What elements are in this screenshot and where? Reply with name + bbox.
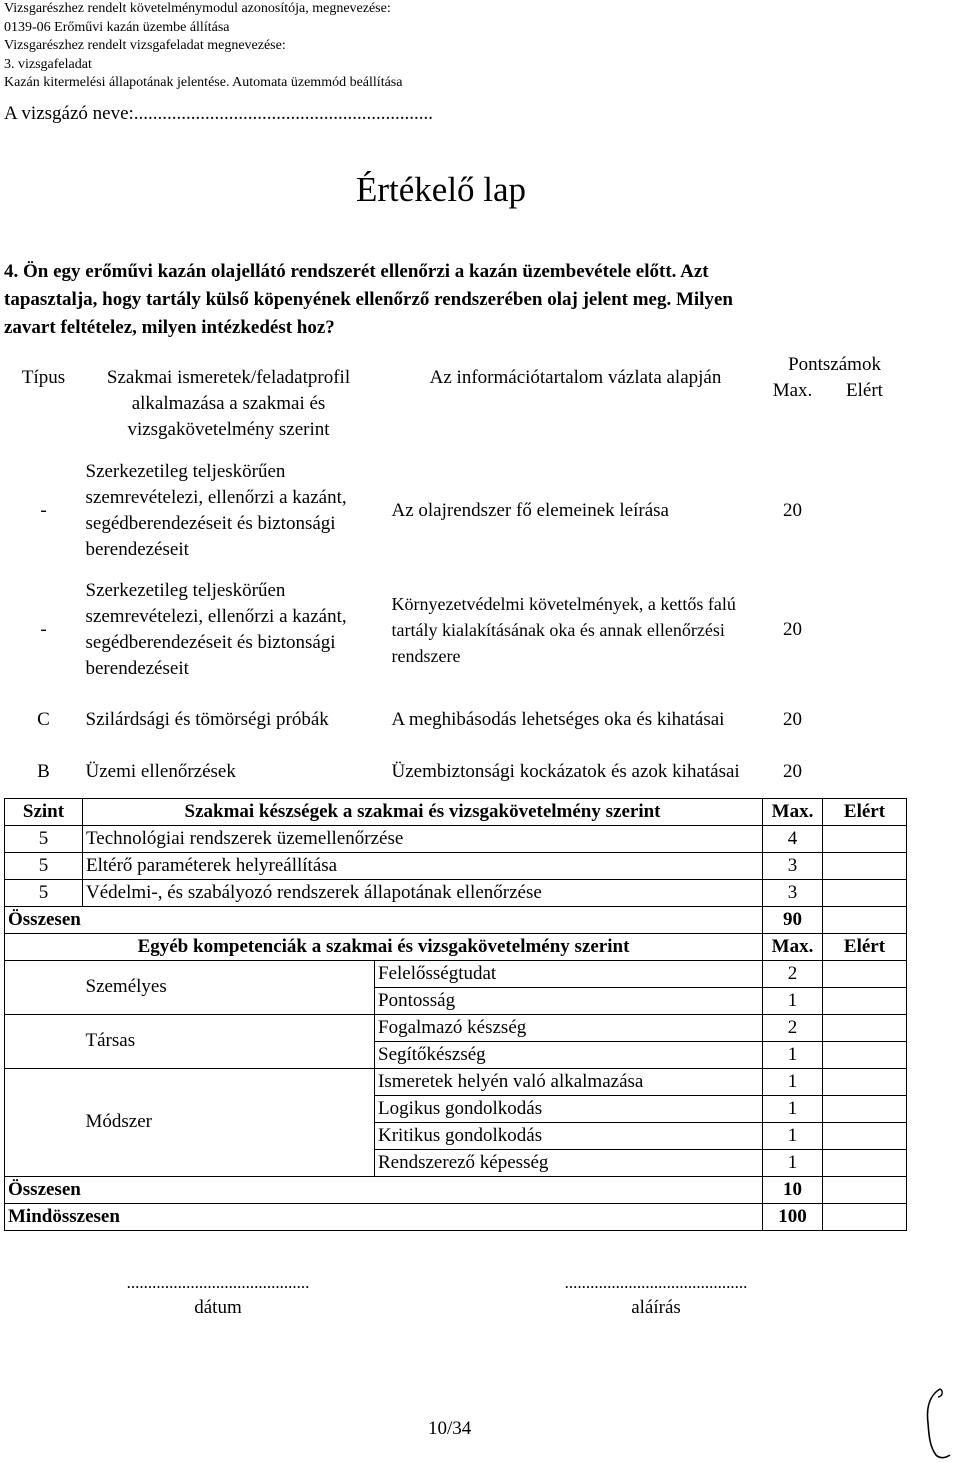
competency-cell: Fogalmazó készség bbox=[375, 1014, 763, 1041]
content-cell: Az olajrendszer fő elemeinek leírása bbox=[391, 500, 669, 521]
type-cell: - bbox=[40, 500, 47, 521]
achieved-cell[interactable] bbox=[823, 1014, 907, 1041]
skills-header: Szakmai készségek a szakmai és vizsgakövetelmény szerint bbox=[83, 798, 763, 825]
grand-total-row bbox=[5, 1203, 907, 1230]
max-cell: 20 bbox=[783, 709, 802, 730]
subtotal-achieved[interactable] bbox=[823, 906, 907, 933]
max-cell: 2 bbox=[763, 960, 823, 987]
max-cell: 2 bbox=[763, 1014, 823, 1041]
level-cell: 5 bbox=[5, 852, 83, 879]
achieved-cell[interactable] bbox=[823, 1041, 907, 1068]
type-cell: - bbox=[40, 619, 47, 640]
type-cell: B bbox=[37, 760, 50, 782]
competency-cell: Kritikus gondolkodás bbox=[375, 1122, 763, 1149]
competency-cell: Pontosság bbox=[375, 987, 763, 1014]
max-cell: 20 bbox=[783, 619, 802, 640]
table-row bbox=[5, 1014, 907, 1041]
max-cell: 1 bbox=[763, 1068, 823, 1095]
signature-label: aláírás bbox=[631, 1297, 681, 1318]
content-cell: A meghibásodás lehetséges oka és kihatásai bbox=[391, 709, 725, 730]
max-cell: 20 bbox=[783, 760, 802, 782]
competencies-header-row bbox=[5, 933, 907, 960]
table-row bbox=[5, 694, 907, 746]
competency-cell: Segítőkészség bbox=[375, 1041, 763, 1068]
group-name: Társas bbox=[83, 1014, 375, 1068]
header-line: Kazán kitermelési állapotának jelentése. Automata üzemmód beállítása bbox=[4, 75, 403, 91]
table-row bbox=[5, 1068, 907, 1095]
examinee-name-line: A vizsgázó neve:............................................................... bbox=[4, 103, 434, 124]
table-row bbox=[5, 456, 907, 566]
max-header: Max. bbox=[763, 798, 823, 825]
max-cell: 1 bbox=[763, 1095, 823, 1122]
achieved-cell[interactable] bbox=[823, 456, 907, 566]
max-cell: 1 bbox=[763, 1041, 823, 1068]
grand-total-achieved[interactable] bbox=[823, 1203, 907, 1230]
group-name: Személyes bbox=[83, 960, 375, 1014]
subtotal-achieved[interactable] bbox=[823, 1176, 907, 1203]
subtotal-row bbox=[5, 1176, 907, 1203]
skill-cell: Eltérő paraméterek helyreállítása bbox=[83, 852, 763, 879]
group-name: Módszer bbox=[83, 1068, 375, 1176]
signature-line[interactable]: ........................................... bbox=[564, 1273, 748, 1292]
task-line: tapasztalja, hogy tartály külső köpenyének ellenőrző rendszerében olaj jelent meg. Milyen bbox=[4, 289, 733, 310]
table-row bbox=[5, 746, 907, 798]
task-line: zavart feltételez, milyen intézkedést hoz? bbox=[4, 317, 335, 338]
corner-mark-icon bbox=[920, 1385, 954, 1461]
max-cell: 1 bbox=[763, 1149, 823, 1176]
achieved-header: Elért bbox=[846, 380, 883, 401]
achieved-cell[interactable] bbox=[823, 746, 907, 798]
competencies-header: Egyéb kompetenciák a szakmai és vizsgakövetelmény szerint bbox=[5, 933, 763, 960]
max-cell: 3 bbox=[763, 852, 823, 879]
competency-cell: Felelősségtudat bbox=[375, 960, 763, 987]
skill-cell: Technológiai rendszerek üzemellenőrzése bbox=[83, 825, 763, 852]
content-header: Az információtartalom vázlata alapján bbox=[429, 367, 722, 388]
competency-cell: Rendszerező képesség bbox=[375, 1149, 763, 1176]
subtotal-label: Összesen bbox=[5, 906, 763, 933]
date-line[interactable]: ........................................... bbox=[126, 1273, 310, 1292]
achieved-cell[interactable] bbox=[823, 1068, 907, 1095]
achieved-cell[interactable] bbox=[823, 694, 907, 746]
header-line: Vizsgarészhez rendelt vizsgafeladat megnevezése: bbox=[4, 38, 286, 54]
level-header: Szint bbox=[5, 798, 83, 825]
max-cell: 1 bbox=[763, 1122, 823, 1149]
table-row bbox=[5, 960, 907, 987]
type-header: Típus bbox=[21, 367, 66, 388]
max-cell: 4 bbox=[763, 825, 823, 852]
page-header bbox=[4, 0, 402, 93]
profile-cell: Szerkezetileg teljeskörűen szemrevételezi, ellenőrzi a kazánt, segédberendezéseit és biztonsági berendezéseit bbox=[85, 580, 347, 679]
max-cell: 3 bbox=[763, 879, 823, 906]
header-line: 3. vizsgafeladat bbox=[4, 56, 92, 72]
max-header: Max. bbox=[772, 380, 813, 401]
max-cell: 1 bbox=[763, 987, 823, 1014]
date-label: dátum bbox=[194, 1297, 242, 1318]
achieved-cell[interactable] bbox=[823, 1149, 907, 1176]
skill-cell: Védelmi-, és szabályozó rendszerek állapotának ellenőrzése bbox=[83, 879, 763, 906]
page-title: Értékelő lap bbox=[356, 170, 527, 209]
page-number: 10/34 bbox=[428, 1418, 472, 1439]
profile-cell: Szerkezetileg teljeskörűen szemrevételezi, ellenőrzi a kazánt, segédberendezéseit és biztonsági berendezéseit bbox=[85, 461, 347, 560]
task-description bbox=[4, 258, 904, 342]
evaluation-table bbox=[4, 352, 907, 1231]
skills-header-row bbox=[5, 798, 907, 825]
achieved-cell[interactable] bbox=[823, 987, 907, 1014]
subtotal-label: Összesen bbox=[5, 1176, 763, 1203]
task-line: 4. Ön egy erőművi kazán olajellátó rendszerét ellenőrzi a kazán üzembevétele előtt. Azt bbox=[4, 261, 709, 282]
competency-cell: Logikus gondolkodás bbox=[375, 1095, 763, 1122]
achieved-cell[interactable] bbox=[823, 825, 907, 852]
grand-total-label: Mindösszesen bbox=[5, 1203, 763, 1230]
content-cell: Környezetvédelmi követelmények, a kettős falú tartály kialakításának oka és annak ellenőrzési rendszere bbox=[391, 594, 736, 666]
level-cell: 5 bbox=[5, 825, 83, 852]
signature-block bbox=[524, 1273, 788, 1319]
achieved-cell[interactable] bbox=[823, 1122, 907, 1149]
points-header: Pontszámok bbox=[788, 354, 881, 375]
profile-header: Szakmai ismeretek/feladatprofil alkalmazása a szakmai és vizsgakövetelmény szerint bbox=[106, 367, 351, 440]
subtotal-row bbox=[5, 906, 907, 933]
table-row bbox=[5, 852, 907, 879]
achieved-cell[interactable] bbox=[823, 566, 907, 694]
content-cell: Üzembiztonsági kockázatok és azok kihatásai bbox=[391, 760, 740, 782]
competency-cell: Ismeretek helyén való alkalmazása bbox=[375, 1068, 763, 1095]
header-line: Vizsgarészhez rendelt követelménymodul azonosítója, megnevezése: bbox=[4, 1, 391, 16]
achieved-cell[interactable] bbox=[823, 879, 907, 906]
achieved-cell[interactable] bbox=[823, 1095, 907, 1122]
max-cell: 20 bbox=[783, 500, 802, 521]
achieved-cell[interactable] bbox=[823, 852, 907, 879]
level-cell: 5 bbox=[5, 879, 83, 906]
header-row bbox=[5, 352, 907, 378]
profile-cell: Szilárdsági és tömörségi próbák bbox=[85, 709, 329, 730]
table-row bbox=[5, 825, 907, 852]
type-cell: C bbox=[37, 709, 50, 730]
subtotal-max: 90 bbox=[763, 906, 823, 933]
table-row bbox=[5, 879, 907, 906]
grand-total-max: 100 bbox=[763, 1203, 823, 1230]
date-signature-block bbox=[86, 1273, 350, 1319]
achieved-header: Elért bbox=[823, 933, 907, 960]
header-line: 0139-06 Erőművi kazán üzembe állítása bbox=[4, 19, 230, 35]
max-header: Max. bbox=[763, 933, 823, 960]
achieved-cell[interactable] bbox=[823, 960, 907, 987]
achieved-header: Elért bbox=[823, 798, 907, 825]
subtotal-max: 10 bbox=[763, 1176, 823, 1203]
profile-cell: Üzemi ellenőrzések bbox=[85, 760, 236, 782]
table-row bbox=[5, 566, 907, 694]
